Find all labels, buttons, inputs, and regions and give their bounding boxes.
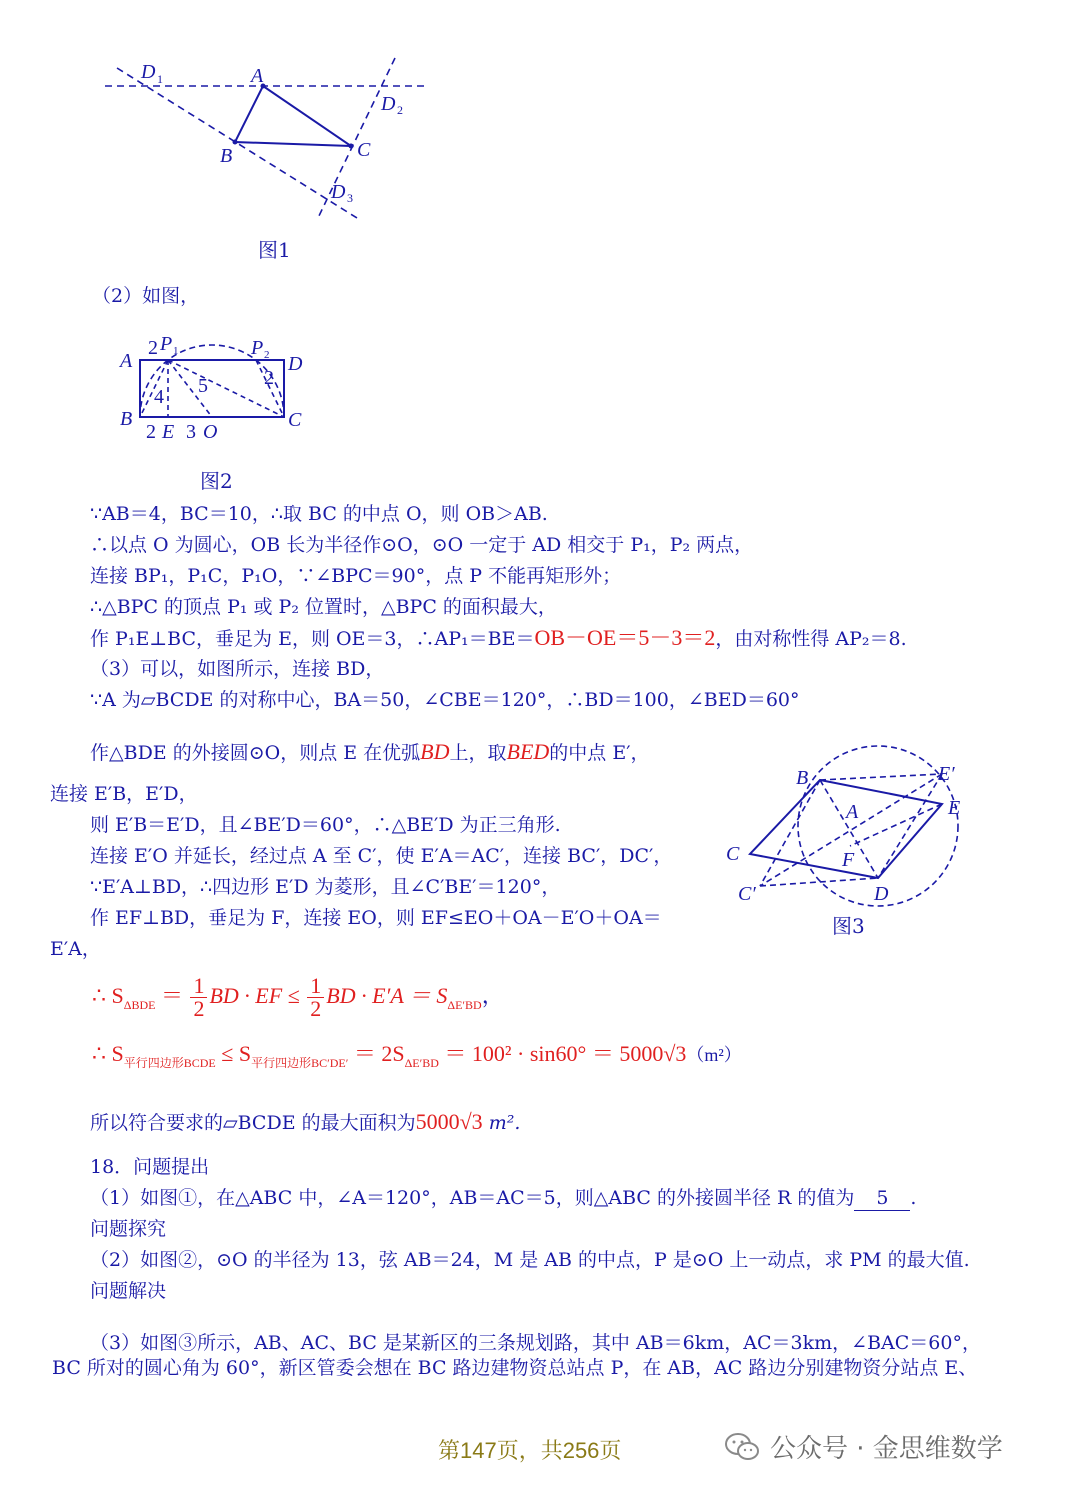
f1-sub2: ΔE′BD <box>447 998 482 1012</box>
line5-part-c: ，由对称性得 AP₂＝8. <box>715 628 907 650</box>
max-area-value: 5000√3 <box>415 1109 483 1134</box>
f1-pre: ∴ S <box>92 983 124 1008</box>
f1-sub1: ΔBDE <box>123 998 156 1012</box>
solution-line-3: 连接 BP₁，P₁C，P₁O，∵∠BPC＝90°，点 P 不能再矩形外； <box>90 565 622 587</box>
line8-c: 上，取 <box>449 742 507 764</box>
f1-mid: BD · EF ≤ <box>209 983 300 1008</box>
label-c: C <box>726 843 740 865</box>
label-5: 5 <box>198 375 208 397</box>
f1-eq: ＝ <box>160 983 183 1008</box>
f1-end: BD · E′A ＝ S <box>326 983 448 1008</box>
solution-line-9: 连接 E′B，E′D， <box>50 783 198 805</box>
label-c-prime: C′ <box>738 883 756 905</box>
arc-bd: BD <box>420 739 450 764</box>
max-area-unit: m². <box>482 1112 521 1134</box>
label-d3-sub: 3 <box>347 191 353 205</box>
figure-3 <box>720 740 990 910</box>
label-e: E <box>948 797 961 819</box>
f2-pre: ∴ S <box>92 1041 124 1066</box>
brand-name: 公众号 · 金思维数学 <box>770 1434 1003 1464</box>
formula-1 <box>92 968 504 1026</box>
label-d: D <box>874 883 889 905</box>
label-e-prime: E′ <box>938 763 955 785</box>
label-e: E <box>162 421 175 443</box>
f2-sub3: ΔE′BD <box>404 1056 439 1070</box>
solution-line-12: ∵E′A⊥BD，∴四边形 E′D 为菱形，且∠C′BE′＝120°， <box>90 876 561 898</box>
label-b: B <box>796 767 809 789</box>
figure-2 <box>110 330 320 450</box>
label-2c: 2 <box>146 421 156 443</box>
formula-2 <box>92 1042 742 1075</box>
q18-heading-2: 问题探究 <box>90 1218 167 1240</box>
q18-part1-end: . <box>910 1187 917 1209</box>
q18-part1-answer: 5 <box>854 1186 910 1211</box>
figure-1 <box>95 50 435 265</box>
label-a: A <box>846 801 859 823</box>
watermark <box>724 1428 1003 1465</box>
solution-line-4: ∴△BPC 的顶点 P₁ 或 P₂ 位置时，△BPC 的面积最大， <box>90 596 557 618</box>
f2-unit: （m²） <box>686 1045 742 1065</box>
q18-part1 <box>90 1186 916 1211</box>
label-3: 3 <box>186 421 196 443</box>
label-a: A <box>120 350 133 372</box>
f1-num2: 1 <box>307 975 324 998</box>
label-d: D <box>288 353 303 375</box>
f1-tail: ， <box>481 983 504 1008</box>
q18-heading-3: 问题解决 <box>90 1280 167 1302</box>
label-c: C <box>288 409 302 431</box>
label-2b: 2 <box>264 367 274 389</box>
line5-formula: OB－OE＝5－3＝2 <box>534 625 716 650</box>
wechat-icon <box>724 1432 760 1462</box>
label-f: F <box>842 849 855 871</box>
solution-line-11: 连接 E′O 并延长，经过点 A 至 C′，使 E′A＝AC′，连接 BC′，DC′， <box>90 845 673 867</box>
f1-fraction-1 <box>190 975 207 1020</box>
figure-1-caption: 图1 <box>258 238 291 262</box>
label-d2: D <box>381 93 396 115</box>
f1-den2: 2 <box>310 996 322 1022</box>
solution-line-7: ∵A 为▱BCDE 的对称中心，BA＝50，∠CBE＝120°，∴BD＝100，∠BED＝60° <box>90 689 800 711</box>
label-b: B <box>220 145 233 167</box>
solution-line-2: ∴以点 O 为圆心，OB 长为半径作⊙O，⊙O 一定于 AD 相交于 P₁，P₂ 两点， <box>90 534 754 556</box>
f2-eq: ＝ 2S <box>348 1041 405 1066</box>
solution-line-10: 则 E′B＝E′D，且∠BE′D＝60°，∴△BE′D 为正三角形. <box>90 814 561 836</box>
max-area-line <box>90 1110 520 1135</box>
page-number: 第147页，共256页 <box>438 1438 622 1463</box>
label-d1: D <box>141 61 156 83</box>
solution-line-6: （3）可以，如图所示，连接 BD， <box>90 658 385 680</box>
line8-a: 作△BDE 的外接圆⊙O，则点 E 在优弧 <box>90 742 421 764</box>
f1-den: 2 <box>193 996 205 1022</box>
f2-le: ≤ S <box>215 1041 252 1066</box>
label-d3: D <box>331 181 346 203</box>
f2-sub1: 平行四边形BCDE <box>123 1056 216 1070</box>
arc-bed: BED <box>506 739 550 764</box>
solution-line-5 <box>90 626 907 651</box>
label-p2-sub: 2 <box>264 349 270 361</box>
q18-title: 18．问题提出 <box>90 1156 210 1178</box>
f2-sub2: 平行四边形BC′DE′ <box>251 1056 349 1070</box>
max-area-text: 所以符合要求的▱BCDE 的最大面积为 <box>90 1112 416 1134</box>
f2-tail: ＝ 100² · sin60° ＝ 5000√3 <box>438 1041 687 1066</box>
label-a: A <box>251 65 264 87</box>
label-d2-sub: 2 <box>397 103 403 117</box>
figure-2-caption: 图2 <box>200 469 233 493</box>
label-d1-sub: 1 <box>157 72 163 86</box>
line5-part-a: 作 P₁E⊥BC，垂足为 E，则 OE＝3，∴AP₁＝BE＝ <box>90 628 535 650</box>
label-c: C <box>357 139 371 161</box>
figure-3-caption: 图3 <box>832 914 865 938</box>
label-p1-sub: 1 <box>173 345 179 357</box>
q18-part1-text: （1）如图①，在△ABC 中，∠A＝120°，AB＝AC＝5，则△ABC 的外接圆半径 R 的值为 <box>90 1187 855 1209</box>
solution-line-13: 作 EF⊥BD，垂足为 F，连接 EO，则 EF≤EO＋OA－E′O＋OA＝ <box>90 907 662 929</box>
solution-line-8 <box>90 740 650 765</box>
f1-num: 1 <box>190 975 207 998</box>
label-4: 4 <box>154 386 164 408</box>
q18-part3-cont: BC 所对的圆心角为 60°，新区管委会想在 BC 路边建物资总站点 P，在 AB，AC 路边分别建物资分站点 E、 <box>52 1357 978 1379</box>
label-p1: P <box>160 333 173 355</box>
label-o: O <box>203 421 218 443</box>
label-p2: P <box>251 337 264 359</box>
q18-part3: （3）如图③所示，AB、AC、BC 是某新区的三条规划路，其中 AB＝6km，AC＝3km，∠BAC＝60°， <box>90 1332 981 1354</box>
line8-e: 的中点 E′， <box>549 742 650 764</box>
q18-part2: （2）如图②，⊙O 的半径为 13，弦 AB＝24，M 是 AB 的中点，P 是⊙O 上一动点，求 PM 的最大值. <box>90 1249 970 1271</box>
f1-fraction-2 <box>307 975 324 1020</box>
solution-line-1: ∵AB＝4，BC＝10，∴取 BC 的中点 O，则 OB＞AB. <box>90 503 548 525</box>
solution-line-14: E′A， <box>50 938 101 960</box>
part2-intro: （2）如图， <box>92 285 200 307</box>
label-2a: 2 <box>148 337 158 359</box>
label-b: B <box>120 408 133 430</box>
